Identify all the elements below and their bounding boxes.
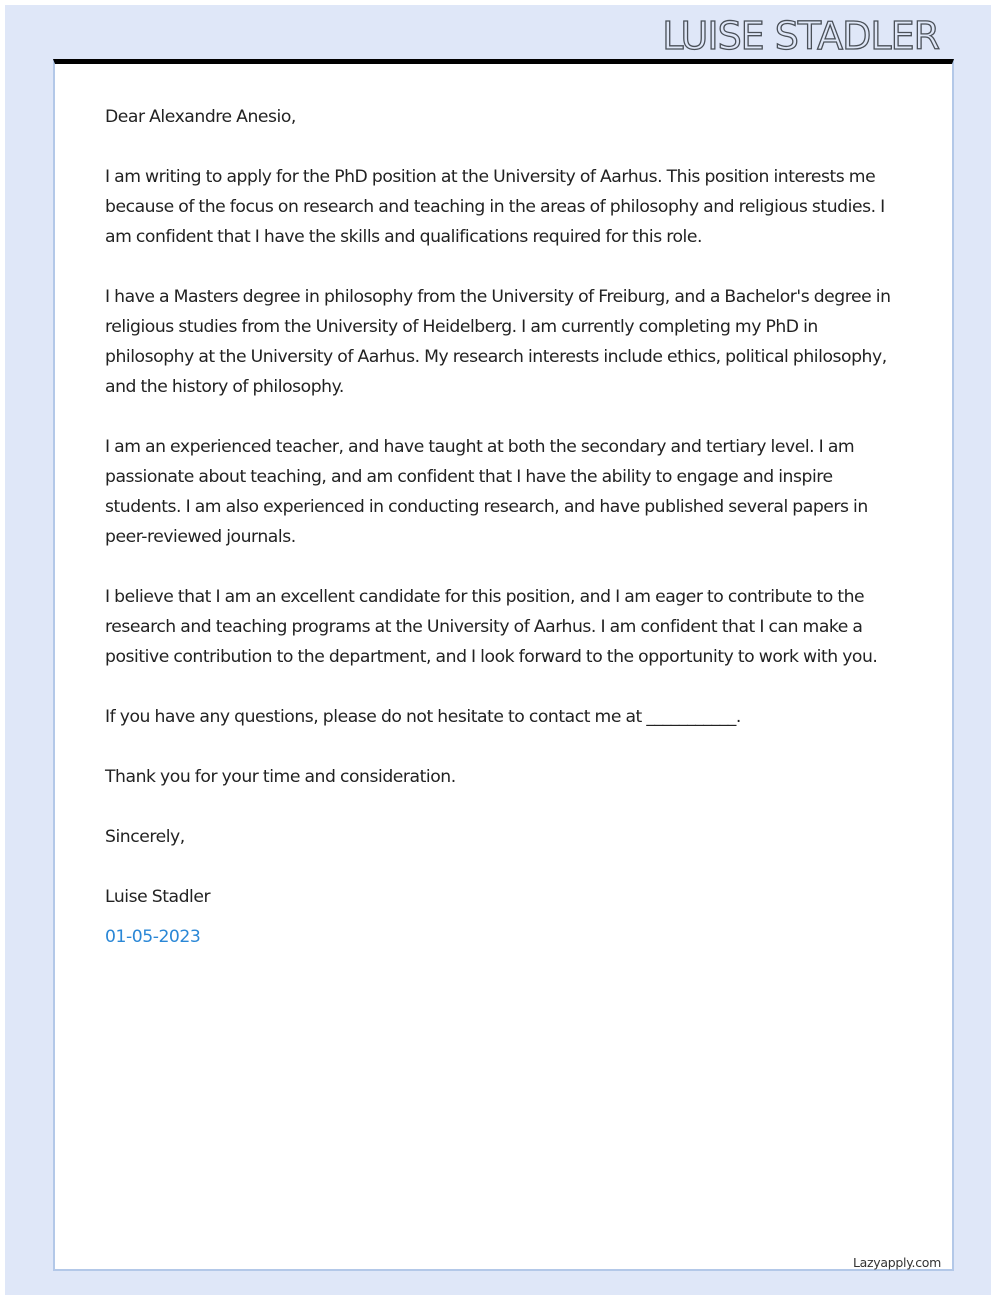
signature: Luise Stadler [105,887,211,907]
paragraph-education: I have a Masters degree in philosophy from the University of Freiburg, and a Bachelor's degree in religious studies from the University of Heidelberg. I am currently completing my PhD in philosophy at the University of Aarhus. My research interests include ethics, political philosophy, and the history of philosophy. [105,287,891,397]
page-background [5,5,991,1295]
footer-brand: Lazyapply.com [853,1255,941,1270]
header-name: LUISE STADLER [662,14,939,58]
letter-body [105,102,895,982]
paragraph-intro: I am writing to apply for the PhD position at the University of Aarhus. This position interests me because of the focus on research and teaching in the areas of philosophy and religious studies. I am confident that I have the skills and qualifications required for this role. [105,167,885,247]
closing: Sincerely, [105,827,185,847]
letter-page [53,59,954,1271]
paragraph-candidacy: I believe that I am an excellent candidate for this position, and I am eager to contribute to the research and teaching programs at the University of Aarhus. I am confident that I can make a positive contribution to the department, and I look forward to the opportunity to work with you. [105,587,878,667]
paragraph-contact: If you have any questions, please do not hesitate to contact me at ___________. [105,707,741,727]
letter-date: 01-05-2023 [105,927,201,947]
paragraph-experience: I am an experienced teacher, and have taught at both the secondary and tertiary level. I am passionate about teaching, and am confident that I have the ability to engage and inspire students. I am also experienced in conducting research, and have published several papers in peer-reviewed journals. [105,437,868,547]
paragraph-thanks: Thank you for your time and consideration. [105,767,456,787]
salutation: Dear Alexandre Anesio, [105,107,296,127]
